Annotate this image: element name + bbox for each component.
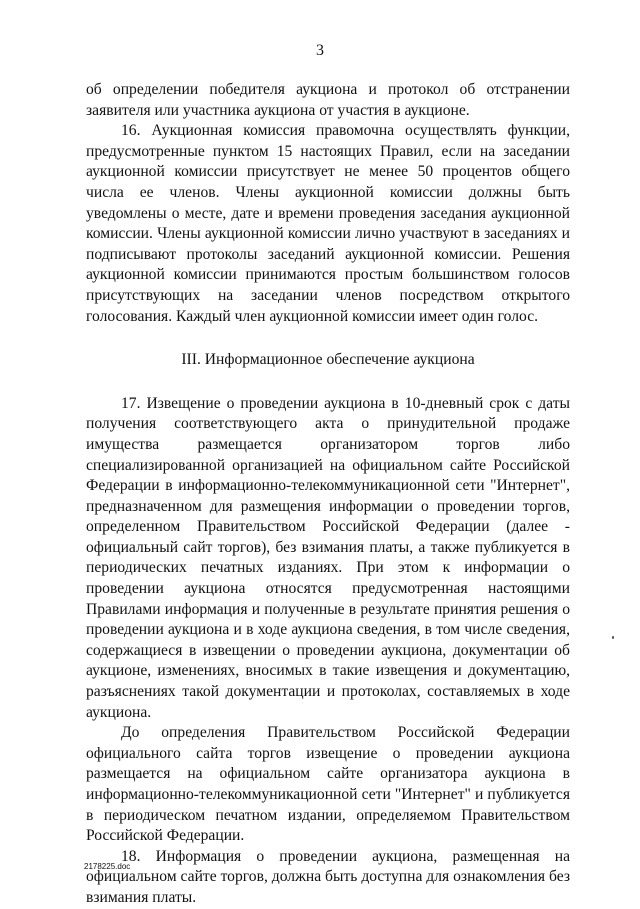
document-body (86, 80, 570, 909)
footer-filename: 2178225.doc (84, 862, 131, 871)
paragraph-17: 17. Извещение о проведении аукциона в 10-дневный срок с даты получения соответствующего акта о принудительной продаже имущества размещается организатором торгов либо специализированной организацией на официальном сайте Российской Федерации в информационно-телекоммуникационной сети "Интернет", предназначенном для размещения информации о проведении торгов, определенном Правительством Российской Федерации (далее - официальный сайт торгов), без взимания платы, а также публикуется в периодических печатных изданиях. При этом к информации о проведении аукциона относятся предусмотренная настоящими Правилами информация и полученные в результате принятия решения о проведении аукциона и в ходе аукциона сведения, в том числе сведения, содержащиеся в извещении о проведении аукциона, документации об аукционе, изменениях, вносимых в такие извещения и документацию, разъяснениях такой документации и протоколах, составляемых в ходе аукциона. (86, 394, 570, 721)
section-heading: III. Информационное обеспечение аукциона (181, 351, 475, 369)
scan-speck (612, 636, 614, 639)
paragraph-continuation: об определении победителя аукциона и протокол об отстранении заявителя или участника аукциона от участия в аукционе. (86, 81, 570, 119)
paragraph-16: 16. Аукционная комиссия правомочна осуществлять функции, предусмотренные пунктом 15 настоящих Правил, если на заседании аукционной комиссии присутствует не менее 50 процентов общего числа ее членов. Члены аукционной комиссии должны быть уведомлены о месте, дате и времени проведения заседания аукционной комиссии. Члены аукционной комиссии лично участвуют в заседаниях и подписывают протоколы заседаний аукционной комиссии. Решения аукционной комиссии принимаются простым большинством голосов присутствующих на заседании членов посредством открытого голосования. Каждый член аукционной комиссии имеет один голос. (86, 122, 570, 325)
page-number: 3 (316, 42, 324, 59)
paragraph-17-continued: До определения Правительством Российской Федерации официального сайта торгов извещение о проведении аукциона размещается на официальном сайте организатора аукциона в информационно-телекоммуникационной сети "Интернет" и публикуется в периодическом печатном издании, определяемом Правительством Российской Федерации. (86, 724, 570, 845)
paragraph-18: 18. Информация о проведении аукциона, размещенная на официальном сайте торгов, должна быть доступна для ознакомления без взимания платы. (86, 847, 570, 906)
